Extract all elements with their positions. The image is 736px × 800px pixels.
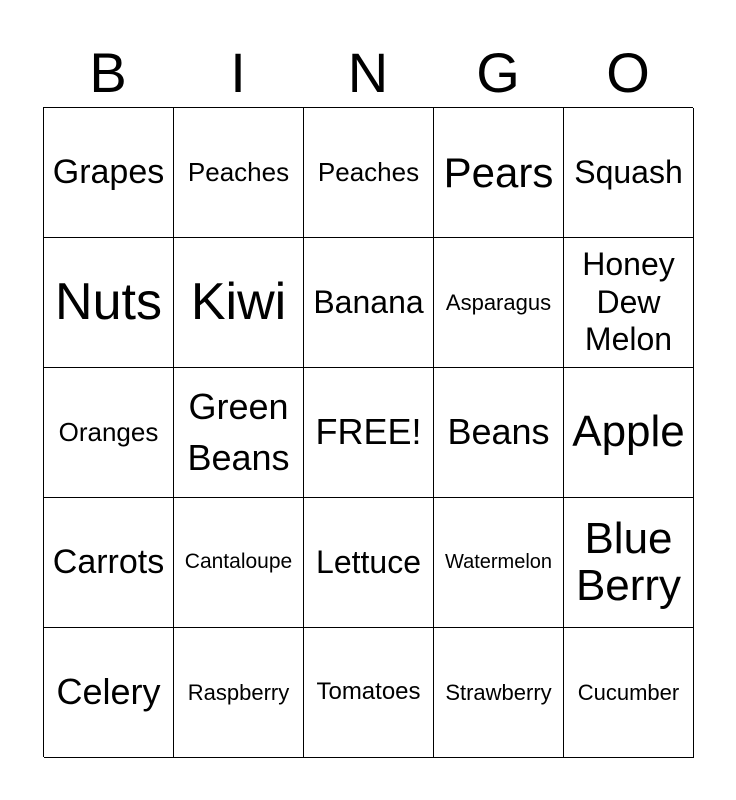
bingo-cell[interactable] (174, 108, 304, 238)
cell-label: Cucumber (577, 679, 680, 705)
bingo-cell[interactable] (434, 368, 564, 498)
cell-label: Pears (443, 148, 554, 196)
bingo-cell[interactable] (304, 238, 434, 368)
bingo-board (43, 107, 693, 757)
cell-label: Lettuce (316, 543, 421, 580)
bingo-cell[interactable] (434, 238, 564, 368)
cell-label: Celery (56, 671, 161, 713)
bingo-cell[interactable] (434, 628, 564, 758)
bingo-cell[interactable] (44, 628, 174, 758)
header-letter-o: O (606, 41, 650, 104)
bingo-cell[interactable] (564, 628, 694, 758)
cell-label: Carrots (52, 543, 165, 582)
cell-label: Apple (572, 407, 685, 457)
bingo-header (43, 38, 693, 108)
header-letter-g: G (476, 41, 520, 104)
cell-label: Oranges (58, 417, 159, 448)
header-letter-i: I (230, 41, 246, 104)
cell-label: Peaches (187, 157, 290, 188)
header-letter-b: B (89, 41, 127, 104)
bingo-cell[interactable] (174, 368, 304, 498)
cell-label: Green Beans (187, 386, 290, 478)
bingo-cell[interactable] (564, 368, 694, 498)
bingo-cell[interactable] (174, 238, 304, 368)
cell-label: Honey Dew Melon (582, 245, 675, 358)
cell-label: Tomatoes (316, 678, 421, 706)
bingo-cell[interactable] (44, 238, 174, 368)
bingo-cell[interactable] (44, 498, 174, 628)
cell-label: Cantaloupe (184, 550, 293, 574)
cell-label: Grapes (52, 153, 165, 192)
bingo-cell[interactable] (304, 628, 434, 758)
bingo-cell[interactable] (304, 108, 434, 238)
header-letter-n: N (347, 41, 389, 104)
cell-label: Asparagus (445, 289, 552, 315)
bingo-cell[interactable] (174, 498, 304, 628)
cell-label: FREE! (315, 411, 422, 453)
bingo-cell[interactable] (564, 108, 694, 238)
cell-label: Squash (574, 153, 683, 190)
bingo-cell[interactable] (174, 628, 304, 758)
cell-label: Strawberry (445, 679, 552, 705)
bingo-cell[interactable] (434, 108, 564, 238)
bingo-cell[interactable] (44, 108, 174, 238)
bingo-cell[interactable] (304, 368, 434, 498)
cell-label: Nuts (55, 272, 162, 331)
bingo-cell[interactable] (564, 238, 694, 368)
bingo-cell[interactable] (304, 498, 434, 628)
bingo-cell[interactable] (564, 498, 694, 628)
cell-label: Peaches (317, 157, 420, 188)
cell-label: Raspberry (187, 679, 290, 705)
cell-label: Beans (447, 411, 550, 453)
cell-label: Watermelon (444, 550, 553, 573)
cell-label: Blue Berry (575, 514, 682, 610)
cell-label: Kiwi (190, 272, 287, 331)
bingo-cell[interactable] (434, 498, 564, 628)
cell-label: Banana (313, 283, 424, 320)
bingo-cell[interactable] (44, 368, 174, 498)
